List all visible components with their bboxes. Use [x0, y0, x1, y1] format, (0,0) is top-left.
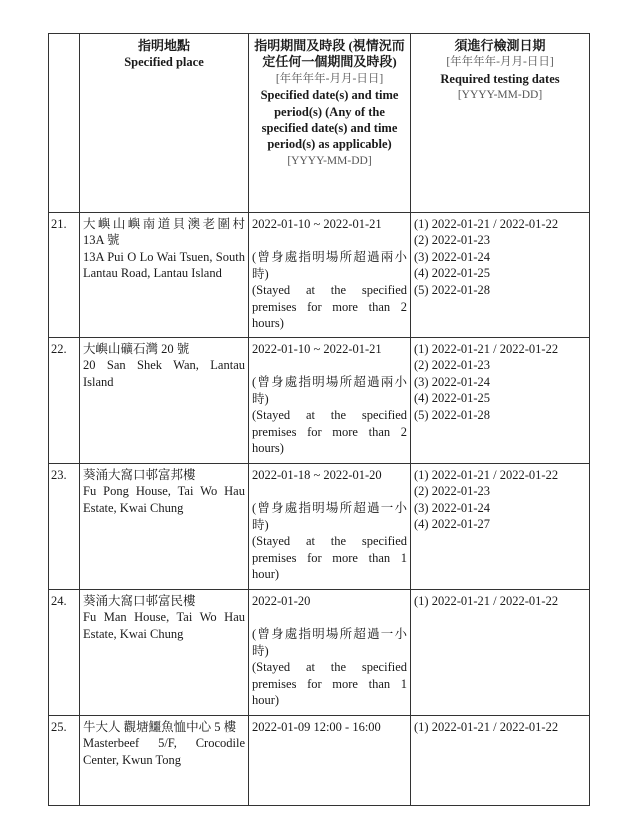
stay-note-en: (Stayed at the specified premises for more than 1 hour) [252, 660, 407, 708]
stay-note-en: (Stayed at the specified premises for more than 1 hour) [252, 534, 407, 582]
row-number: 21. [49, 213, 80, 338]
test-date: (1) 2022-01-21 / 2022-01-22 [414, 342, 559, 356]
test-date: (1) 2022-01-21 / 2022-01-22 [414, 217, 559, 231]
header-dates-en: Required testing dates [440, 71, 560, 86]
stay-note-zh: (曾身處指明場所超過兩小時) [252, 375, 407, 406]
header-period-zh: 指明期間及時段 (視情況而定任何一個期間及時段) [254, 38, 405, 70]
row-number: 24. [49, 590, 80, 716]
place-zh: 葵涌大窩口邨富邦樓 [83, 468, 196, 482]
dates-cell [411, 716, 590, 806]
test-date: (4) 2022-01-25 [414, 391, 491, 406]
stay-note-en: (Stayed at the specified premises for more than 2 hours) [252, 283, 407, 331]
header-place-en: Specified place [124, 55, 204, 70]
test-date: (3) 2022-01-24 [414, 500, 491, 515]
test-date: (4) 2022-01-25 [414, 266, 491, 281]
place-zh: 大嶼山嶼南道貝澳老圍村 13A 號 [83, 217, 245, 248]
place-cell [80, 716, 249, 806]
test-date: (5) 2022-01-28 [414, 282, 491, 297]
testing-table [48, 33, 590, 806]
header-dates-format-zh: [年年年年-月月-日日] [446, 56, 554, 69]
table-row [49, 213, 590, 338]
period-text: 2022-01-18 ~ 2022-01-20 [252, 468, 382, 482]
dates-cell [411, 590, 590, 716]
header-period-format-zh: [年年年年-月月-日日] [275, 72, 384, 85]
place-cell [80, 590, 249, 716]
period-text: 2022-01-20 [252, 594, 311, 608]
stay-note-en: (Stayed at the specified premises for more than 2 hours) [252, 408, 407, 456]
stay-note-zh: (曾身處指明場所超過一小時) [252, 627, 407, 658]
dates-cell [411, 338, 590, 464]
test-date: (2) 2022-01-23 [414, 358, 491, 373]
header-place [80, 34, 249, 213]
header-place-zh: 指明地點 [137, 38, 190, 53]
test-date: (4) 2022-01-27 [414, 517, 491, 532]
place-en: 13A Pui O Lo Wai Tsuen, South Lantau Road, Lantau Island [83, 249, 245, 281]
period-cell [249, 590, 411, 716]
place-zh: 葵涌大窩口邨富民樓 [83, 594, 196, 608]
place-en: 20 San Shek Wan, Lantau Island [83, 358, 245, 389]
place-cell [80, 464, 249, 590]
header-dates-zh: 須進行檢測日期 [454, 38, 546, 53]
table-row [49, 590, 590, 716]
test-date: (1) 2022-01-21 / 2022-01-22 [414, 468, 559, 482]
period-text: 2022-01-09 12:00 - 16:00 [252, 720, 381, 734]
dates-cell [411, 213, 590, 338]
test-date: (1) 2022-01-21 / 2022-01-22 [414, 720, 559, 734]
test-date: (3) 2022-01-24 [414, 374, 491, 389]
header-row [49, 34, 590, 213]
test-date: (1) 2022-01-21 / 2022-01-22 [414, 594, 559, 608]
test-date: (2) 2022-01-23 [414, 233, 491, 248]
header-period-en: Specified date(s) and time period(s) (Any of the specified date(s) and time period(s) as applicable) [260, 88, 399, 152]
header-period [249, 34, 411, 213]
period-cell [249, 213, 411, 338]
place-en: Fu Man House, Tai Wo Hau Estate, Kwai Chung [83, 610, 245, 641]
place-en: Fu Pong House, Tai Wo Hau Estate, Kwai Chung [83, 484, 245, 515]
row-number: 22. [49, 338, 80, 464]
stay-note-zh: (曾身處指明場所超過一小時) [252, 501, 407, 532]
table-row [49, 464, 590, 590]
test-date: (2) 2022-01-23 [414, 484, 491, 499]
header-period-format-en: [YYYY-MM-DD] [287, 154, 372, 167]
period-text: 2022-01-10 ~ 2022-01-21 [252, 342, 382, 356]
dates-cell [411, 464, 590, 590]
row-number: 25. [49, 716, 80, 806]
row-number: 23. [49, 464, 80, 590]
header-dates-format-en: [YYYY-MM-DD] [457, 89, 543, 102]
test-date: (5) 2022-01-28 [414, 407, 491, 422]
header-dates [411, 34, 590, 213]
period-cell [249, 716, 411, 806]
place-cell [80, 213, 249, 338]
test-date: (3) 2022-01-24 [414, 249, 491, 264]
place-zh: 大嶼山礦石灣 20 號 [83, 342, 190, 356]
place-en: Masterbeef 5/F, Crocodile Center, Kwun Tong [83, 736, 245, 767]
period-cell [249, 338, 411, 464]
place-cell [80, 338, 249, 464]
place-zh: 牛大人 觀塘鱷魚恤中心 5 樓 [83, 720, 237, 734]
stay-note-zh: (曾身處指明場所超過兩小時) [252, 250, 407, 281]
table-row [49, 716, 590, 806]
period-text: 2022-01-10 ~ 2022-01-21 [252, 217, 382, 231]
header-num [49, 34, 80, 213]
table-row [49, 338, 590, 464]
period-cell [249, 464, 411, 590]
